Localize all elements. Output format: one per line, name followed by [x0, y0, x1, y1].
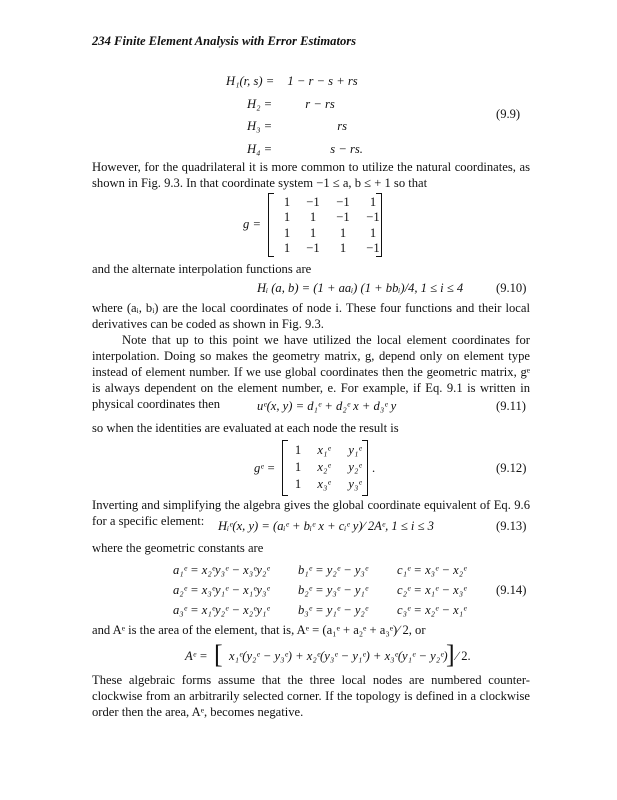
eq-9-9-lhs-2: H₂ = [247, 97, 273, 111]
paragraph-4: Note that up to this point we have utilized the local element coordinates for interpolation. Doing so makes the geometry matrix, g, depend only on element type instead of element number. If we use global coordinates then the geometric matrix, gᵉ is always dependent on the element number, e. For example, if Eq. 9.1 is written in physical coordinates then [92, 333, 530, 411]
matrix-g-cell: 1 [309, 225, 317, 240]
matrix-ge-cell: y₂ᵉ [348, 459, 362, 474]
matrix-g-cell: 1 [369, 194, 377, 209]
eq-9-14-a2: a₂ᵉ = x₃ᵉy₁ᵉ − x₁ᵉy₃ᵉ [173, 583, 270, 597]
matrix-ge-trailing-period: . [372, 461, 376, 475]
eq-9-9-line-1 [226, 73, 358, 89]
equation-9-10: Hᵢ (a, b) = (1 + aaᵢ) (1 + bbᵢ)/4, 1 ≤ i ≤ 4 [257, 281, 464, 295]
paragraph-6-text: Inverting and simplifying the algebra gives the global coordinate equivalent of Eq. 9.6 for a specific element: [92, 498, 530, 528]
matrix-ge-lhs: gᵉ = [254, 461, 276, 475]
eq-9-9-lhs-4: H₄ = [247, 142, 273, 156]
eq-9-9-rhs-4: s − rs. [330, 142, 363, 156]
paragraph-1: However, for the quadrilateral it is more common to utilize the natural coordinates, as shown in Fig. 9.3. In that coordinate system −1 ≤ a, b ≤ + 1 so that [92, 160, 530, 190]
eq-9-10-number: (9.10) [496, 281, 527, 295]
matrix-g-lhs: g = [243, 217, 261, 231]
matrix-ge-cell: 1 [294, 459, 302, 474]
paragraph-2: and the alternate interpolation functions are [92, 262, 312, 276]
eq-9-14-b3: b₃ᵉ = y₁ᵉ − y₂ᵉ [298, 603, 369, 617]
matrix-ge-cell: x₁ᵉ [317, 442, 331, 457]
matrix-g-cell: 1 [283, 194, 291, 209]
eq-9-9-lhs-3: H₃ = [247, 119, 273, 133]
eq-9-9-number: (9.9) [496, 107, 521, 121]
matrix-g-cell: −1 [336, 210, 350, 225]
matrix-g-cell: 1 [283, 225, 291, 240]
eq-9-14-c2: c₂ᵉ = x₁ᵉ − x₃ᵉ [397, 583, 467, 597]
paragraph-5: so when the identities are evaluated at each node the result is [92, 421, 399, 435]
matrix-ge-cell: 1 [294, 442, 302, 457]
area-eq-left-bracket: [ [214, 640, 223, 669]
equation-9-11: uᵉ(x, y) = d₁ᵉ + d₂ᵉ x + d₃ᵉ y [257, 399, 397, 413]
paragraph-8: and Aᵉ is the area of the element, that is, Aᵉ = (a₁ᵉ + a₂ᵉ + a₃ᵉ)∕ 2, or [92, 623, 426, 637]
matrix-g-cell: 1 [369, 225, 377, 240]
matrix-g-left-bracket [268, 193, 274, 257]
area-eq-tail: ∕ 2. [456, 649, 471, 663]
matrix-ge [288, 441, 370, 492]
eq-9-14-c3: c₃ᵉ = x₂ᵉ − x₁ᵉ [397, 603, 467, 617]
paragraph-7: where the geometric constants are [92, 541, 264, 555]
eq-9-9-line-2 [247, 96, 335, 112]
eq-9-14-a1: a₁ᵉ = x₂ᵉy₃ᵉ − x₃ᵉy₂ᵉ [173, 563, 270, 577]
matrix-g-cell: 1 [283, 241, 291, 256]
matrix-g-cell: −1 [366, 241, 380, 256]
eq-9-9-lhs-1: H₁(r, s) = [226, 74, 275, 88]
paragraph-9: These algebraic forms assume that the three local nodes are numbered counter-clockwise from an arbitrarily selected corner. If the topology is defined in a clockwise order then the area, Aᵉ, becomes negative. [92, 673, 530, 719]
matrix-g-cell: −1 [366, 210, 380, 225]
matrix-ge-cell: x₃ᵉ [317, 476, 331, 491]
matrix-g-cell: −1 [306, 194, 320, 209]
eq-9-9-rhs-2: r − rs [305, 97, 335, 111]
equation-9-13: Hᵢᵉ(x, y) = (aᵢᵉ + bᵢᵉ x + cᵢᵉ y)∕ 2Aᵉ, 1 ≤ i ≤ 3 [218, 519, 434, 533]
matrix-g-cell: −1 [336, 194, 350, 209]
area-eq-body: x₁ᵉ(y₂ᵉ − y₃ᵉ) + x₂ᵉ(y₃ᵉ − y₁ᵉ) + x₃ᵉ(y₁ᵉ − y₂ᵉ) [229, 649, 448, 663]
eq-9-9-line-3 [247, 118, 347, 134]
matrix-g-cell: 1 [339, 225, 347, 240]
eq-9-13-number: (9.13) [496, 519, 527, 533]
eq-9-9-rhs-3: rs [337, 119, 348, 133]
eq-9-12-number: (9.12) [496, 461, 527, 475]
eq-9-14-c1: c₁ᵉ = x₃ᵉ − x₂ᵉ [397, 563, 467, 577]
eq-9-9-line-4 [247, 141, 363, 157]
matrix-ge-cell: y₁ᵉ [348, 442, 362, 457]
matrix-g-cell: 1 [339, 241, 347, 256]
matrix-g-cell: 1 [283, 210, 291, 225]
area-eq-lhs: Aᵉ = [185, 649, 208, 663]
matrix-g-cell: 1 [309, 210, 317, 225]
eq-9-9-rhs-1: 1 − r − s + rs [287, 74, 358, 88]
eq-9-14-b1: b₁ᵉ = y₂ᵉ − y₃ᵉ [298, 563, 369, 577]
matrix-g [276, 194, 388, 256]
eq-9-14-a3: a₃ᵉ = x₁ᵉy₂ᵉ − x₂ᵉy₁ᵉ [173, 603, 270, 617]
eq-9-11-number: (9.11) [496, 399, 526, 413]
paragraph-3: where (aᵢ, bᵢ) are the local coordinates of node i. These four functions and their local derivatives can be coded as shown in Fig. 9.3. [92, 301, 530, 331]
area-eq-right-bracket: ] [446, 640, 455, 669]
matrix-g-cell: −1 [306, 241, 320, 256]
matrix-ge-cell: 1 [294, 476, 302, 491]
running-header [92, 33, 356, 49]
eq-9-14-number: (9.14) [496, 583, 527, 597]
page-number: 234 [92, 34, 111, 48]
matrix-ge-cell: y₃ᵉ [348, 476, 362, 491]
running-title: Finite Element Analysis with Error Estimators [114, 34, 357, 48]
matrix-ge-cell: x₂ᵉ [317, 459, 331, 474]
eq-9-14-b2: b₂ᵉ = y₃ᵉ − y₁ᵉ [298, 583, 369, 597]
